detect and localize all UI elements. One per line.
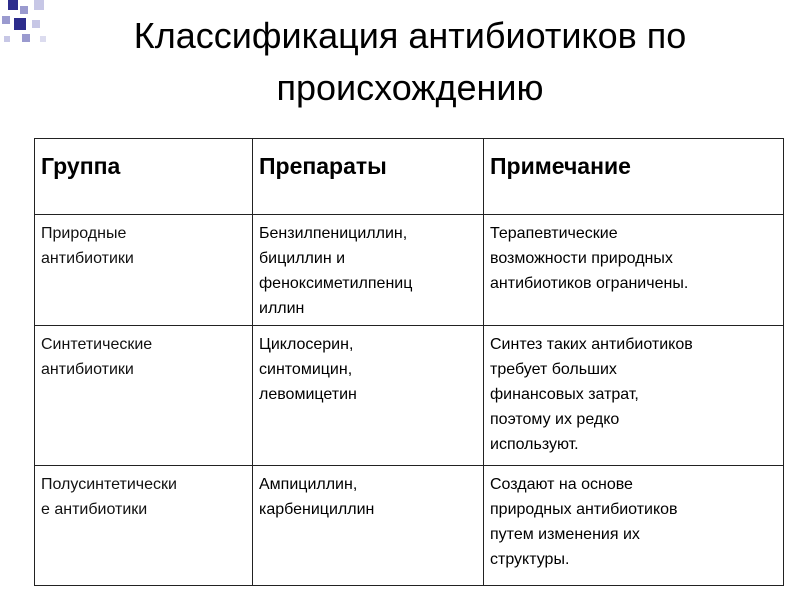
slide-title-line-1: Классификация антибиотиков по (133, 15, 687, 56)
line: Создают на основе (490, 476, 633, 493)
line: Бензилпенициллин, (259, 225, 408, 242)
line: Синтетические (41, 336, 153, 353)
line: Ампициллин, (259, 476, 358, 493)
line: Терапевтические (490, 225, 618, 242)
table-row (35, 326, 784, 466)
line: путем изменения их (490, 526, 640, 543)
line: бициллин и (259, 250, 346, 267)
line: поэтому их редко (490, 411, 620, 428)
table-row (35, 466, 784, 586)
line: карбенициллин (259, 501, 375, 518)
cell-group (35, 215, 253, 326)
line: е антибиотики (41, 501, 148, 518)
header-note: Примечание (484, 139, 784, 215)
line: антибиотиков ограничены. (490, 275, 689, 292)
header-group: Группа (35, 139, 253, 215)
cell-note (484, 466, 784, 586)
table-header-row (35, 139, 784, 215)
cell-drugs (253, 326, 484, 466)
cell-drugs (253, 215, 484, 326)
line: феноксиметилпениц (259, 275, 413, 292)
line: требует больших (490, 361, 617, 378)
cell-note (484, 326, 784, 466)
classification-table (34, 138, 784, 586)
cell-group (35, 466, 253, 586)
slide-title-line-2: происхождению (276, 67, 544, 108)
line: возможности природных (490, 250, 673, 267)
line: левомицетин (259, 386, 357, 403)
cell-drugs (253, 466, 484, 586)
line: используют. (490, 436, 579, 453)
line: Синтез таких антибиотиков (490, 336, 693, 353)
line: Полусинтетически (41, 476, 177, 493)
cell-note (484, 215, 784, 326)
line: природных антибиотиков (490, 501, 678, 518)
cell-group (35, 326, 253, 466)
line: синтомицин, (259, 361, 353, 378)
table-row (35, 215, 784, 326)
line: иллин (259, 300, 305, 317)
line: Природные (41, 225, 127, 242)
line: антибиотики (41, 361, 134, 378)
slide-title (40, 10, 780, 114)
line: Циклосерин, (259, 336, 354, 353)
line: финансовых затрат, (490, 386, 639, 403)
header-drugs: Препараты (253, 139, 484, 215)
line: антибиотики (41, 250, 134, 267)
line: структуры. (490, 551, 570, 568)
